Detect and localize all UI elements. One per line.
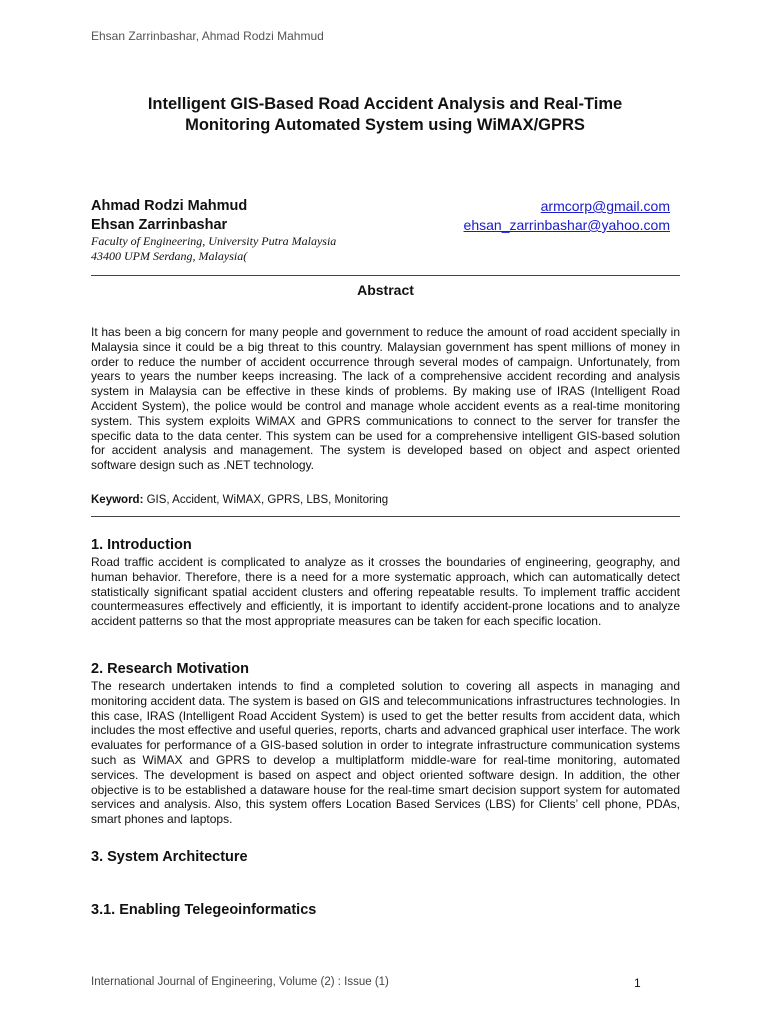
title-line-1: Intelligent GIS-Based Road Accident Analysis and Real-Time xyxy=(147,95,623,113)
running-head: Ehsan Zarrinbashar, Ahmad Rodzi Mahmud xyxy=(91,29,324,43)
section-heading-system-architecture: 3. System Architecture xyxy=(91,849,248,865)
footer-journal: International Journal of Engineering, Volume (2) : Issue (1) xyxy=(91,976,389,988)
section-heading-introduction: 1. Introduction xyxy=(91,537,192,553)
author-email-2[interactable]: ehsan_zarrinbashar@yahoo.com xyxy=(463,217,670,233)
section-heading-research-motivation: 2. Research Motivation xyxy=(91,661,249,677)
abstract-heading: Abstract xyxy=(357,282,414,298)
abstract-text: It has been a big concern for many people and government to reduce the amount of road accident specially in Malaysia since it could be a big threat to this country. Malaysian government has spent millions of money in order to reduce the number of accident occurrence through several modes of campaign. Unfortunately, from years to years the number keeps increasing. The lack of a comprehensive accident recording and analysis system in Malaysia can be effective in these kinds of problems. By making use of IRAS (Intelligent Road Accident System), the police would be control and manage whole accident events as a real-time monitoring system. This system exploits WiMAX and GPRS communications to connect to the server for transfer the specific data to the data center. This system can be used for a comprehensive intelligent GIS-based solution for accident analysis and management. The system is developed based on object and aspect oriented software design such as .NET technology. xyxy=(91,325,680,473)
title-line-2: Monitoring Automated System using WiMAX/GPRS xyxy=(185,116,585,134)
keyword-label: Keyword: xyxy=(91,494,144,506)
section-text-research-motivation: The research undertaken intends to find a completed solution to covering all aspects in managing and monitoring accident data. The system is based on GIS and telecommunications infrastructures technologies. In this case, IRAS (Intelligent Road Accident System) is used to get the better results from accident data, which includes the most effective and useful queries, reports, charts and advanced graphical user interface. The work evaluates for performance of a GIS-based solution in order to integrate infrastructure communication systems such as WiMAX and GPRS to develop a multiplatform middle-ware for real-time monitoring, automated services. The development is based on aspect and object oriented software design. In addition, the other objective is to be established a dataware house for the real-time smart decision support system for automated services and analysis. Also, this system offers Location Based Services (LBS) for Clients’ cell phone, PDAs, smart phones and laptops. xyxy=(91,679,680,827)
author-name-2: Ehsan Zarrinbashar xyxy=(91,217,228,233)
author-name-1: Ahmad Rodzi Mahmud xyxy=(91,198,248,214)
divider-bottom xyxy=(91,516,680,517)
author-email-1[interactable]: armcorp@gmail.com xyxy=(540,198,670,214)
divider-top xyxy=(91,275,680,276)
affiliation-line-1: Faculty of Engineering, University Putra Malaysia xyxy=(91,234,337,248)
affiliation-line-2: 43400 UPM Serdang, Malaysia( xyxy=(91,249,248,263)
page-number: 1 xyxy=(634,976,641,990)
section-text-introduction: Road traffic accident is complicated to analyze as it crosses the boundaries of engineering, geography, and human behavior. Therefore, there is a need for a more systematic approach, which can automatically detect statistically significant spatial accident clusters and offering repeatable results. To implement traffic accident countermeasures effectively and efficiently, it is important to identify accident-prone locations and to analyze accident patterns so that the most appropriate measures can be taken for each specific location. xyxy=(91,555,680,629)
keyword-values: GIS, Accident, WiMAX, GPRS, LBS, Monitoring xyxy=(146,494,389,506)
section-heading-enabling-telegeoinformatics: 3.1. Enabling Telegeoinformatics xyxy=(91,902,317,918)
paper-title xyxy=(90,94,680,136)
keywords xyxy=(91,494,388,506)
